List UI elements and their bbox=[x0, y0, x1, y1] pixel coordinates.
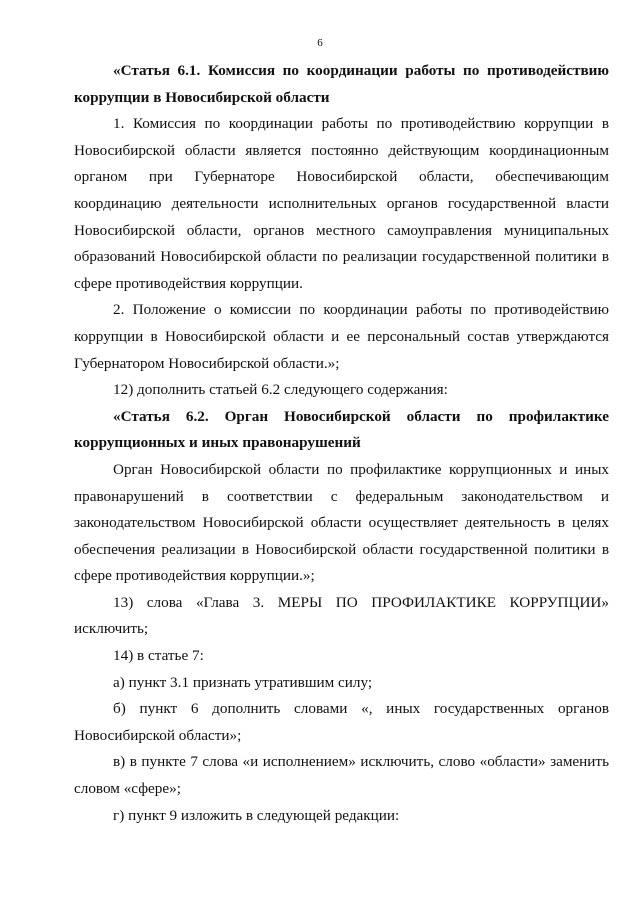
paragraph: б) пункт 6 дополнить словами «, иных государственных органов Новосибирской области»; bbox=[74, 700, 609, 744]
paragraph: в) в пункте 7 слова «и исполнением» исключить, слово «области» заменить словом «сфере»; bbox=[74, 753, 609, 798]
article-6-1-heading: «Статья 6.1. Комиссия по координации работы по противодействию коррупции в Новосибирской области bbox=[74, 62, 609, 106]
paragraph: г) пункт 9 изложить в следующей редакции: bbox=[113, 806, 400, 824]
paragraph: 12) дополнить статьей 6.2 следующего содержания: bbox=[113, 381, 448, 399]
document-body bbox=[74, 58, 609, 829]
article-6-2-heading: «Статья 6.2. Орган Новосибирской области по профилактике коррупционных и иных правонарушений bbox=[74, 407, 609, 452]
paragraph: 1. Комиссия по координации работы по противодействию коррупции в Новосибирской области является постоянно действующим координационным органом при Губернаторе Новосибирской области, обеспечивающим координацию деятельности исполнительных органов государственной власти Новосибирской области, органов местного самоуправления муниципальных образований Новосибирской области по реализации государственной политики в сфере противодействия коррупции. bbox=[74, 115, 609, 292]
paragraph: 2. Положение о комиссии по координации работы по противодействию коррупции в Новосибирской области и ее персональный состав утверждаются Губернатором Новосибирской области.»; bbox=[74, 301, 609, 372]
paragraph: 14) в статье 7: bbox=[113, 647, 204, 665]
paragraph: Орган Новосибирской области по профилактике коррупционных и иных правонарушений в соответствии с федеральным законодательством и законодательством Новосибирской области осуществляет деятельность в целях обеспечения реализации в Новосибирской области государственной политики в сфере противодействия коррупции.»; bbox=[74, 460, 609, 585]
paragraph: а) пункт 3.1 признать утратившим силу; bbox=[113, 673, 373, 691]
page-number: 6 bbox=[317, 37, 323, 49]
paragraph: 13) слова «Глава 3. МЕРЫ ПО ПРОФИЛАКТИКЕ КОРРУПЦИИ» исключить; bbox=[74, 593, 609, 638]
